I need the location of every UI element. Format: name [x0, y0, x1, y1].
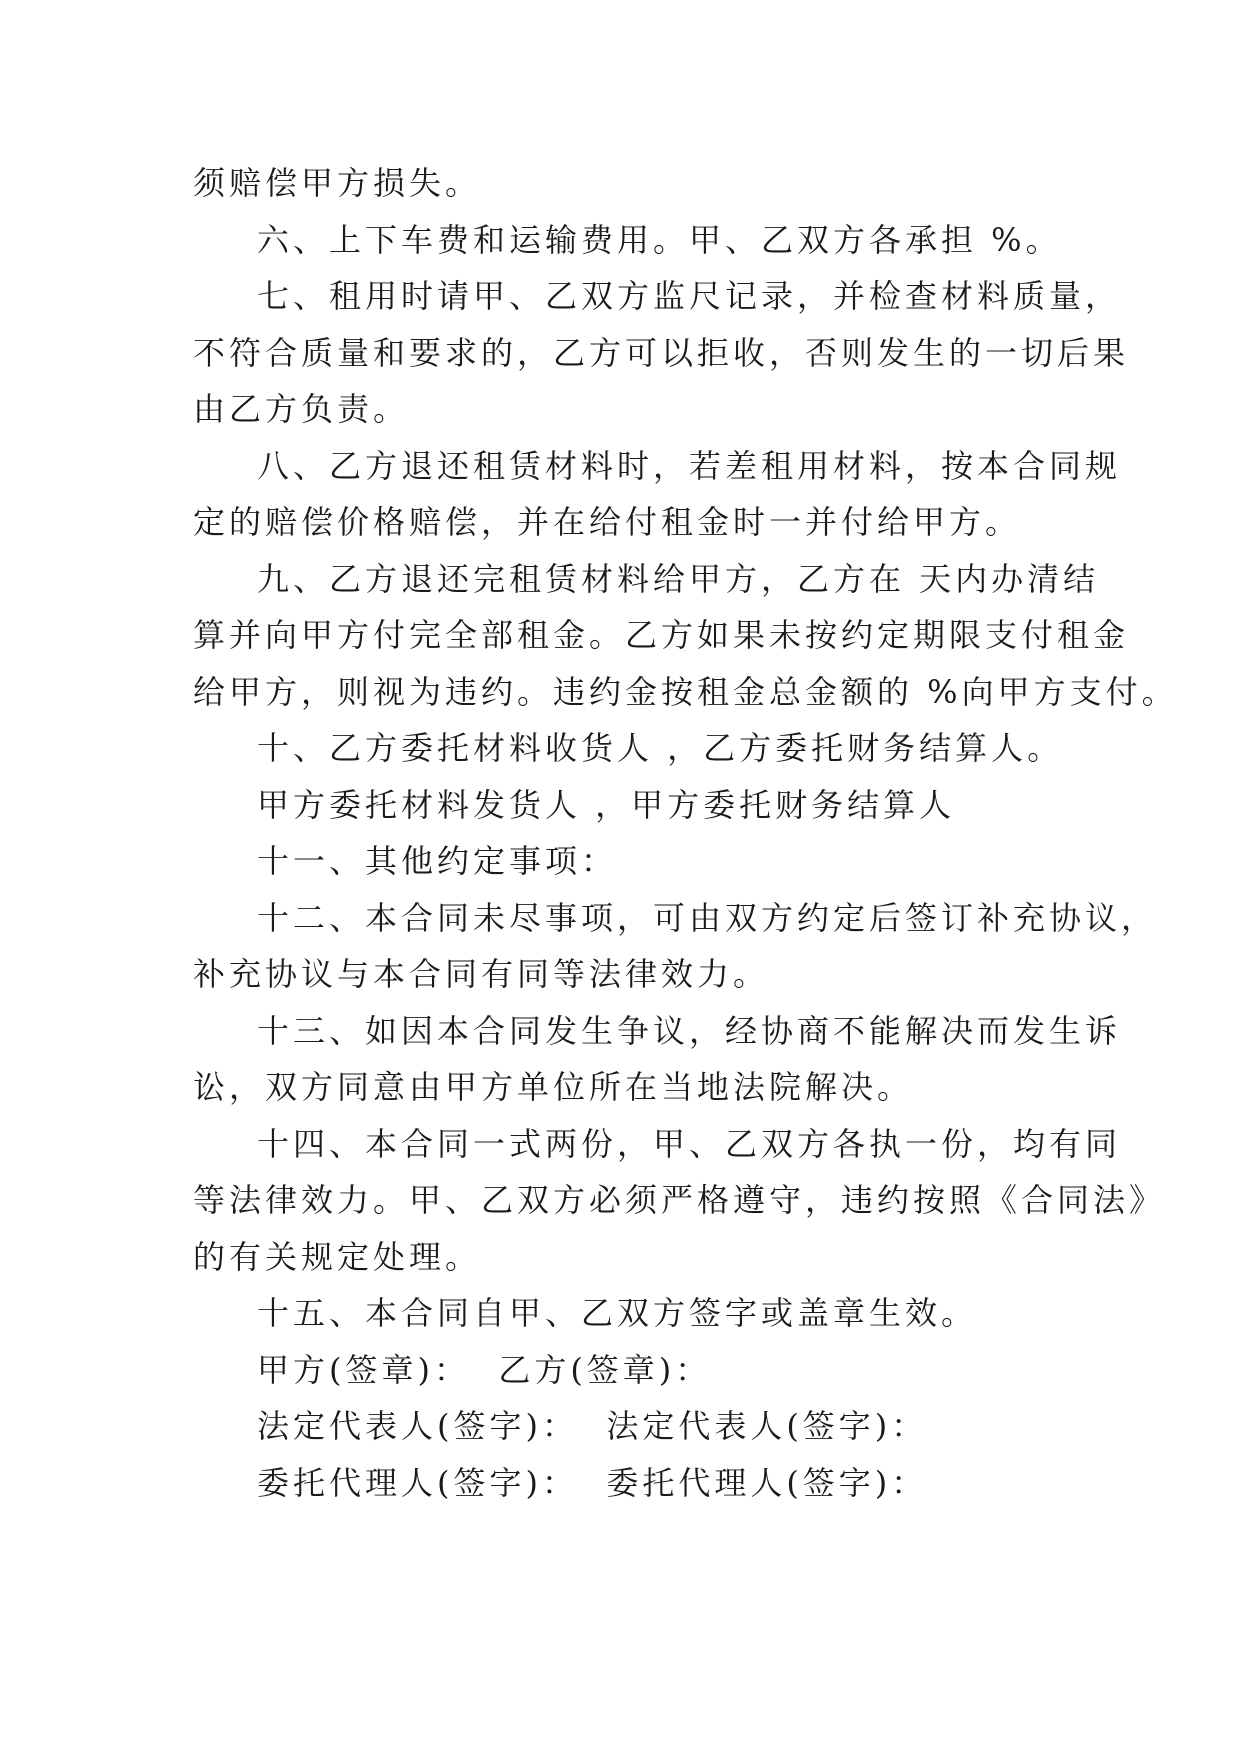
clause-7: 七、租用时请甲、乙双方监尺记录，并检查材料质量， [257, 277, 1122, 315]
clause-14-line-3: 的有关规定处理。 [193, 1237, 482, 1276]
clause-12-line-2: 补充协议与本合同有同等法律效力。 [193, 955, 770, 993]
clause-7-line-3: 由乙方负责。 [193, 390, 410, 428]
clause-15: 十五、本合同自甲、乙双方签字或盖章生效。 [257, 1294, 978, 1332]
contract-body-text [193, 155, 1178, 1511]
clause-9: 九、乙方退还完租赁材料给甲方，乙方在 天内办清结 [257, 559, 1100, 598]
clause-7-line-2: 不符合质量和要求的，乙方可以拒收，否则发生的一切后果 [193, 333, 1130, 372]
clause-9-line-3: 给甲方，则视为违约。违约金按租金总金额的 %向甲方支付。 [193, 672, 1178, 711]
clause-14-line-2: 等法律效力。甲、乙双方必须严格遵守，违约按照《合同法》 [193, 1181, 1166, 1219]
clause-9-line-2: 算并向甲方付完全部租金。乙方如果未按约定期限支付租金 [193, 616, 1130, 654]
signature-legal-rep-line: 法定代表人(签字)： 法定代表人(签字)： [257, 1407, 928, 1445]
signature-seal-line: 甲方(签章)： 乙方(签章)： [257, 1350, 712, 1389]
clause-13-line-2: 讼，双方同意由甲方单位所在当地法院解决。 [193, 1068, 914, 1106]
clause-11: 十一、其他约定事项： [257, 842, 618, 880]
clause-8-line-2: 定的赔偿价格赔偿，并在给付租金时一并付给甲方。 [193, 503, 1022, 541]
clause-6: 六、上下车费和运输费用。甲、乙双方各承担 %。 [257, 220, 1062, 259]
clause-14: 十四、本合同一式两份，甲、乙双方各执一份，均有同 [257, 1124, 1122, 1163]
clause-12: 十二、本合同未尽事项，可由双方约定后签订补充协议， [257, 898, 1158, 937]
clause-13: 十三、如因本合同发生争议，经协商不能解决而发生诉 [257, 1011, 1122, 1050]
text-line-continuation: 须赔偿甲方损失。 [193, 164, 482, 202]
clause-10: 十、乙方委托材料收货人 ，乙方委托财务结算人。 [257, 729, 1064, 767]
signature-agent-line: 委托代理人(签字)： 委托代理人(签字)： [257, 1463, 928, 1502]
clause-10-party-a: 甲方委托材料发货人 ，甲方委托财务结算人 [257, 785, 956, 824]
clause-8: 八、乙方退还租赁材料时，若差租用材料，按本合同规 [257, 446, 1122, 485]
